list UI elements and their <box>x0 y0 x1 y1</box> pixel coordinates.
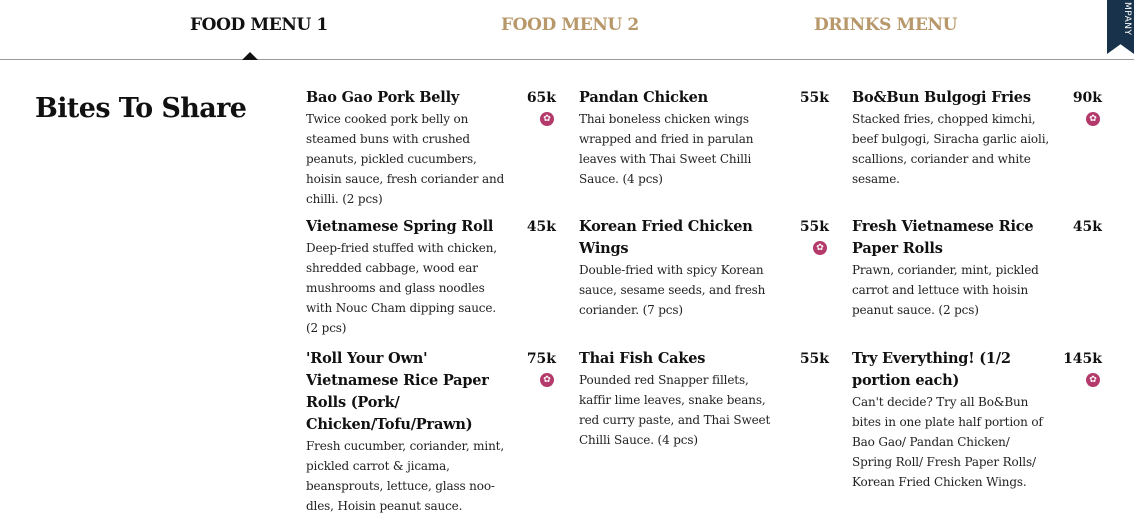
menu-item-price: 45k <box>526 219 556 235</box>
menu-item <box>306 216 556 338</box>
star-badge-icon[interactable]: ✿ <box>813 241 827 255</box>
company-ribbon-label[interactable]: MPANY <box>1122 2 1132 36</box>
top-navigation <box>0 0 1134 60</box>
menu-item <box>306 348 556 516</box>
menu-item-price: 145k <box>1063 351 1102 367</box>
menu-item <box>579 348 829 450</box>
menu-item <box>852 87 1102 189</box>
menu-item <box>306 87 556 209</box>
menu-item-name: 'Roll Your Own' Vietnamese Rice Paper Rolls (Pork/ Chicken/Tofu/Prawn) <box>306 350 489 433</box>
tab-food-menu-1[interactable]: FOOD MENU 1 <box>190 15 328 35</box>
menu-item-name: Vietnamese Spring Roll <box>306 218 494 235</box>
menu-item-description: Prawn, coriander, mint, pickled carrot and lettuce with hoisin peanut sauce. (2 pcs) <box>852 263 1039 317</box>
menu-item-price: 55k <box>799 219 829 235</box>
menu-item <box>579 216 829 320</box>
menu-item-price: 45k <box>1072 219 1102 235</box>
menu-item-description: Can't decide? Try all Bo&Bun bites in one plate half portion of Bao Gao/ Pandan Chicken/ Spring Roll/ Fresh Paper Rolls/ Korean Fried Chicken Wings. <box>852 395 1043 489</box>
menu-item-name: Pandan Chicken <box>579 89 709 106</box>
menu-item-name: Bo&Bun Bulgogi Fries <box>852 89 1031 106</box>
tab-food-menu-2[interactable]: FOOD MENU 2 <box>501 15 639 35</box>
active-tab-indicator <box>242 52 258 60</box>
menu-item-description: Double-fried with spicy Korean sauce, sesame seeds, and fresh coriander. (7 pcs) <box>579 263 766 317</box>
menu-item-description: Twice cooked pork belly on steamed buns with crushed peanuts, pickled cucumbers, hoisin sauce, fresh coriander and chilli. (2 pcs) <box>306 112 505 206</box>
menu-item-description: Pounded red Snapper fillets, kaffir lime leaves, snake beans, red curry paste, and Thai Sweet Chilli Sauce. (4 pcs) <box>579 373 771 447</box>
star-badge-icon[interactable]: ✿ <box>540 373 554 387</box>
menu-item-price: 75k <box>526 351 556 367</box>
star-badge-icon[interactable]: ✿ <box>1086 112 1100 126</box>
star-badge-icon[interactable]: ✿ <box>1086 373 1100 387</box>
tab-drinks-menu[interactable]: DRINKS MENU <box>814 15 958 35</box>
menu-item-price: 90k <box>1072 90 1102 106</box>
menu-item-description: Thai boneless chicken wings wrapped and fried in parulan leaves with Thai Sweet Chilli Sauce. (4 pcs) <box>579 112 754 186</box>
menu-item <box>579 87 829 189</box>
menu-item <box>852 216 1102 320</box>
menu-item-description: Deep-fried stuffed with chicken, shredded cabbage, wood ear mushrooms and glass noodles with Nouc Cham dipping sauce. (2 pcs) <box>306 241 497 335</box>
section-title: Bites To Share <box>35 93 247 124</box>
menu-item-description: Fresh cucumber, coriander, mint, pickled carrot & jicama, beansprouts, lettuce, glass noo-dles, Hoisin peanut sauce. <box>306 439 504 513</box>
menu-item <box>852 348 1102 492</box>
menu-item-description: Stacked fries, chopped kimchi, beef bulgogi, Siracha garlic aioli, scallions, coriander and white sesame. <box>852 112 1050 186</box>
menu-item-name: Thai Fish Cakes <box>579 350 706 367</box>
menu-item-price: 65k <box>526 90 556 106</box>
menu-item-price: 55k <box>799 351 829 367</box>
menu-item-name: Korean Fried Chicken Wings <box>579 218 753 257</box>
menu-item-name: Bao Gao Pork Belly <box>306 89 460 106</box>
star-badge-icon[interactable]: ✿ <box>540 112 554 126</box>
menu-item-name: Try Everything! (1/2 portion each) <box>852 350 1011 389</box>
menu-item-price: 55k <box>799 90 829 106</box>
menu-item-name: Fresh Vietnamese Rice Paper Rolls <box>852 218 1034 257</box>
